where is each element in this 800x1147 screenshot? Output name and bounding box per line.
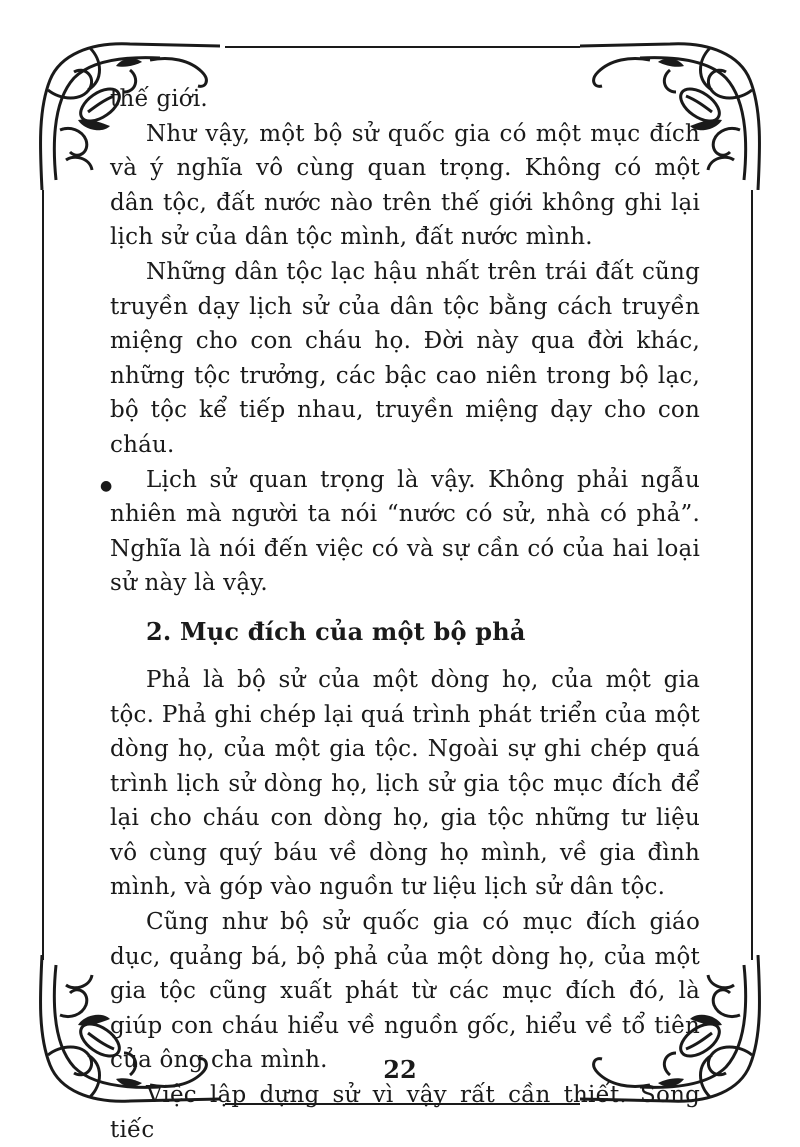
body-text: [110, 82, 700, 1147]
frame-right-line: [751, 190, 753, 960]
paragraph: Cũng như bộ sử quốc gia có mục đích giáo dục, quảng bá, bộ phả của một dòng họ, của một gia tộc cũng xuất phát từ các mục đích đó, là giúp con cháu hiểu về nguồn gốc, hiểu về tổ tiên của ông cha mình.: [110, 909, 700, 1074]
paragraph-continuation: thế giới.: [110, 86, 208, 112]
paragraph: Như vậy, một bộ sử quốc gia có một mục đích và ý nghĩa vô cùng quan trọng. Không có một dân tộc, đất nước nào trên thế giới không ghi lại lịch sử của dân tộc mình, đất nước mình.: [110, 120, 700, 251]
frame-left-line: [42, 190, 44, 960]
paragraph: Lịch sử quan trọng là vậy. Không phải ngẫu nhiên mà người ta nói “nước có sử, nhà có phả”. Nghĩa là nói đến việc có và sự cần có của hai loại sử này là vậy.: [110, 466, 700, 597]
paragraph: Những dân tộc lạc hậu nhất trên trái đất cũng truyền dạy lịch sử của dân tộc bằng cách truyền miệng cho con cháu họ. Đời này qua đời khác, những tộc trưởng, các bậc cao niên trong bộ lạc, bộ tộc kể tiếp nhau, truyền miệng dạy cho con cháu.: [110, 258, 700, 458]
page-number: 22: [383, 1055, 417, 1084]
paragraph: Phả là bộ sử của một dòng họ, của một gia tộc. Phả ghi chép lại quá trình phát triển của một dòng họ, của một gia tộc. Ngoài sự ghi chép quá trình lịch sử dòng họ, lịch sử gia tộc mục đích để lại cho cháu con dòng họ, gia tộc những tư liệu vô cùng quý báu về dòng họ mình, về gia đình mình, và góp vào nguồn tư liệu lịch sử dân tộc.: [110, 666, 700, 901]
section-heading: 2. Mục đích của một bộ phả: [146, 616, 526, 646]
margin-mark-icon: ●: [100, 478, 113, 494]
frame-top-line: [225, 46, 580, 48]
paragraph: Việc lập dựng sử vì vậy rất cần thiết. Song tiếc: [110, 1082, 700, 1143]
